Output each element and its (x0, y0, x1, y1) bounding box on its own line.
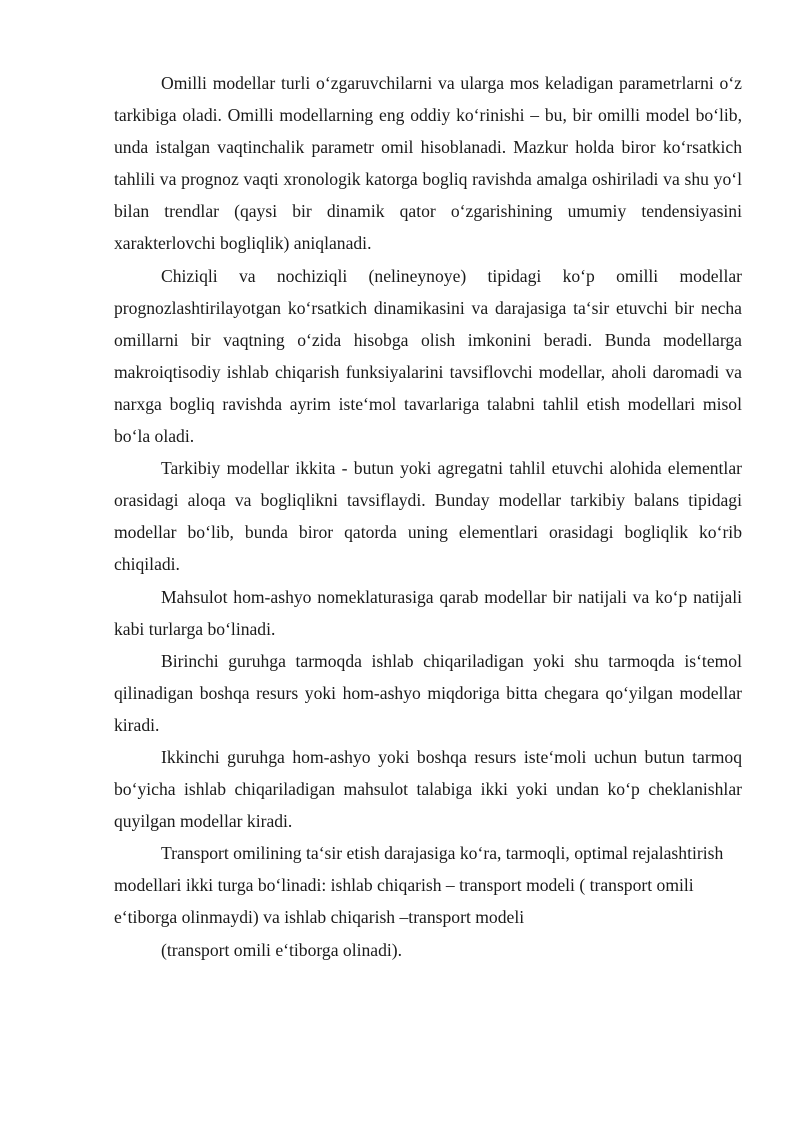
paragraph-first-group: Birinchi guruhga tarmoqda ishlab chiqariladigan yoki shu tarmoqda is‘temol qilinadigan boshqa resurs yoki hom-ashyo miqdoriga bitta chegara qo‘yilgan modellar kiradi. (114, 650, 742, 735)
paragraph-transport-models: Transport omilining ta‘sir etish darajasiga ko‘ra, tarmoqli, optimal rejalashtirish modellari ikki turga bo‘linadi: ishlab chiqarish – transport modeli ( transport omili e‘tiborga olinmaydi) va ishlab chiqarish –transport modeli (114, 843, 724, 928)
paragraph-factor-models: Omilli modellar turli o‘zgaruvchilarni va ularga mos keladigan parametrlarni o‘z tarkibiga oladi. Omilli modellarning eng oddiy ko‘rinishi – bu, bir omilli model bo‘lib, unda istalgan vaqtinchalik parametr omil hisoblanadi. Mazkur holda biror ko‘rsatkich tahlili va prognoz vaqti xronologik katorga bogliq ravishda amalga oshiriladi va shu yo‘l bilan trendlar (qaysi bir dinamik qator o‘zgarishining umumiy tendensiyasini xarakterlovchi bogliqlik) aniqlanadi. (114, 73, 742, 254)
document-page (114, 67, 742, 966)
paragraph-transport-continuation: (transport omili e‘tiborga olinadi). (161, 939, 403, 960)
paragraph-second-group: Ikkinchi guruhga hom-ashyo yoki boshqa resurs iste‘moli uchun butun tarmoq bo‘yicha ishlab chiqariladigan mahsulot talabiga ikki yoki undan ko‘p cheklanishlar quyilgan modellar kiradi. (114, 746, 742, 832)
paragraph-multifactor-models: Chiziqli va nochiziqli (nelineynoye) tipidagi ko‘p omilli modellar prognozlashtirilayotgan ko‘rsatkich dinamikasini va darajasiga ta‘sir etuvchi bir necha omillarni bir vaqtning o‘zida hisobga olish imkonini beradi. Bunda modellarga makroiqtisodiy ishlab chiqarish funksiyalarini tavsiflovchi modellar, aholi daromadi va narxga bogliq ravishda ayrim iste‘mol tavarlariga talabni tahlil etish modellari misol bo‘la oladi. (114, 265, 742, 447)
paragraph-nomenclature-models: Mahsulot hom-ashyo nomeklaturasiga qarab modellar bir natijali va ko‘p natijali kabi turlarga bo‘linadi. (114, 586, 742, 639)
paragraph-structural-models: Tarkibiy modellar ikkita - butun yoki agregatni tahlil etuvchi alohida elementlar orasidagi aloqa va bogliqlikni tavsiflaydi. Bunday modellar tarkibiy balans tipidagi modellar bo‘lib, bunda biror qatorda uning elementlari orasidagi bogliqlik ko‘rib chiqiladi. (114, 458, 742, 575)
